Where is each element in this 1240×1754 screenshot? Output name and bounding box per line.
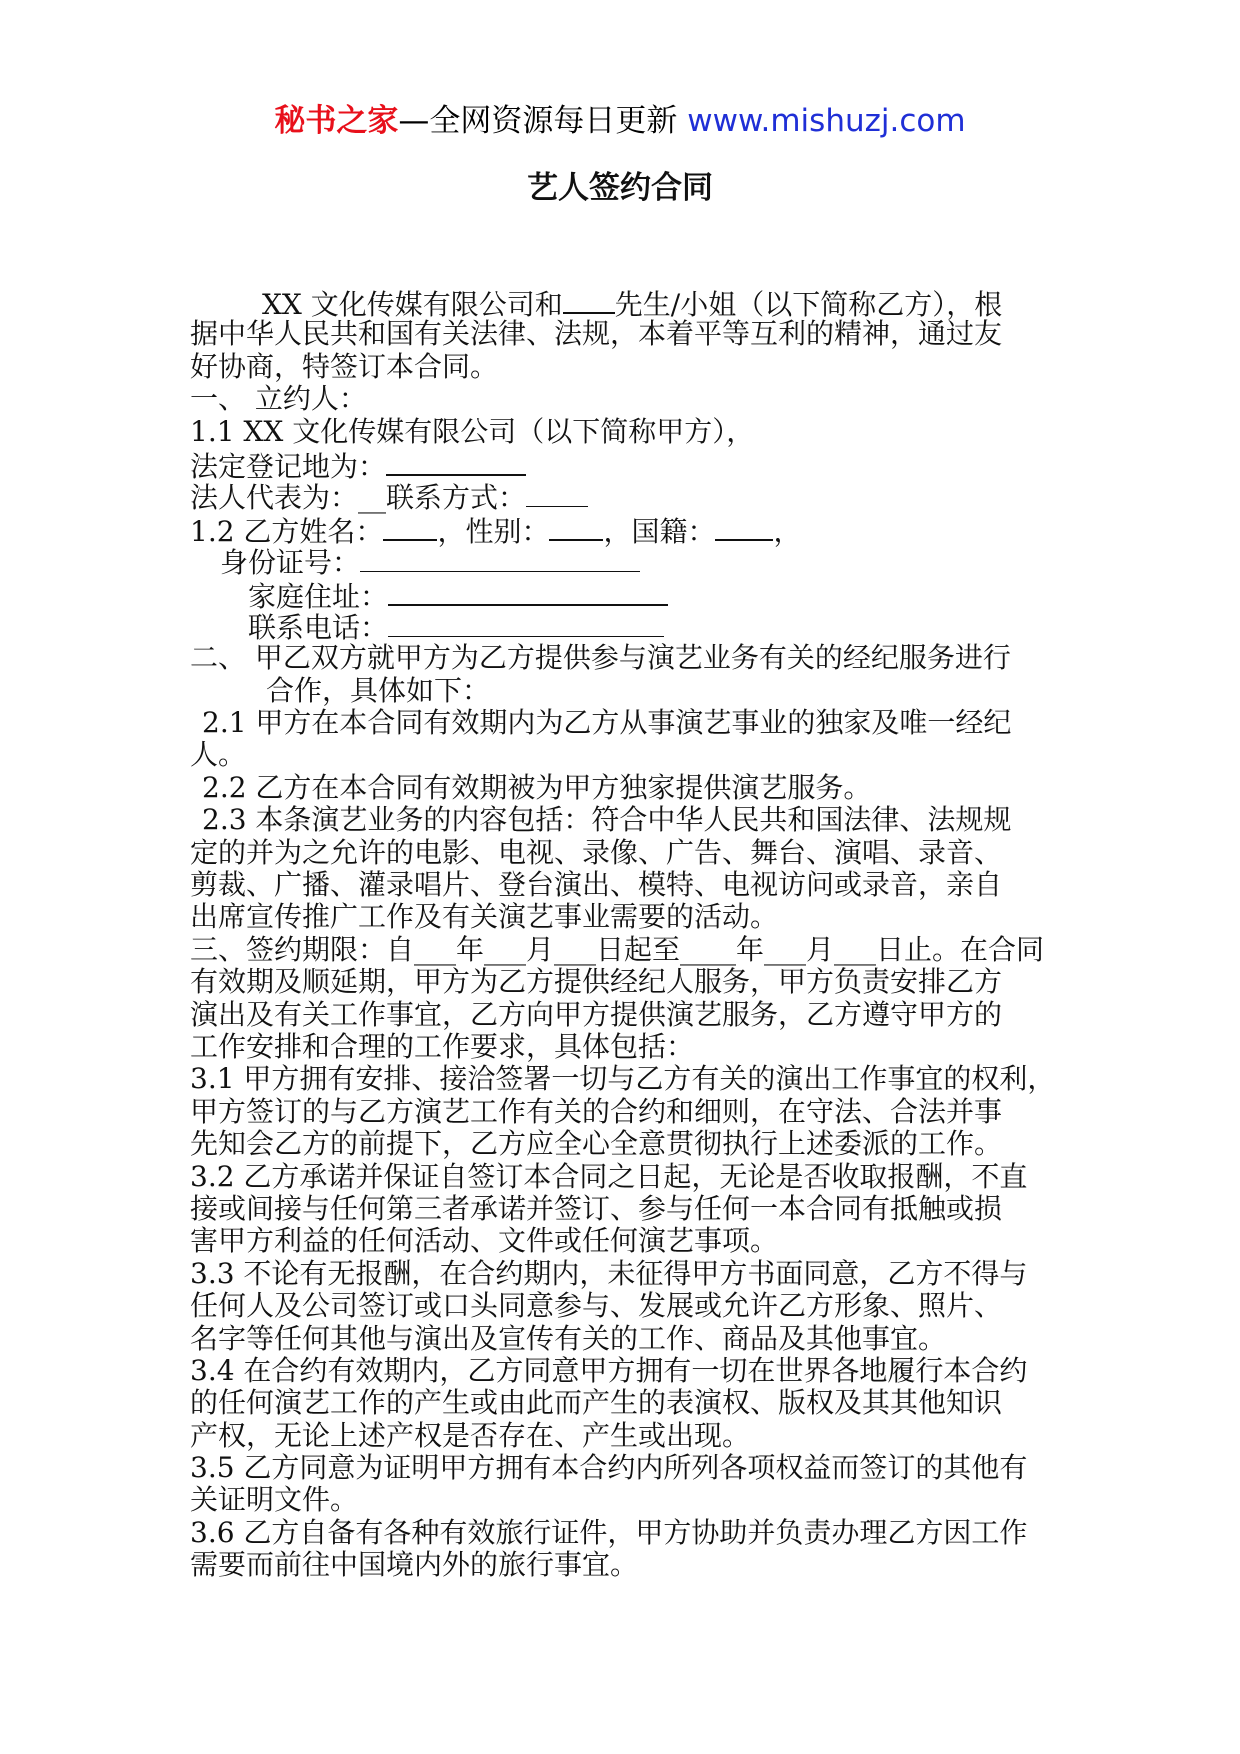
blank-line: [563, 286, 615, 314]
clause-line: 名字等任何其他与演出及宣传有关的工作、商品及其他事宜。: [190, 1321, 947, 1355]
clause-line: 法定登记地为：: [190, 448, 1060, 480]
clause-line: 产权，无论上述产权是否存在、产生或出现。: [190, 1418, 751, 1452]
clause-line: 1.1 XX 文化传媒有限公司（以下简称甲方），: [190, 414, 755, 448]
banner-brand: 秘书之家: [274, 103, 399, 139]
blank-line: [715, 513, 773, 541]
clause-line: 3.3 不论有无报酬，在合约期内，未征得甲方书面同意，乙方不得与: [190, 1256, 1028, 1290]
clause-line: 先知会乙方的前提下，乙方应全心全意贯彻执行上述委派的工作。: [190, 1127, 1003, 1161]
intro-line: 好协商，特签订本合同。: [190, 349, 499, 383]
blank-line: [388, 610, 664, 637]
banner-url: www.mishuzj.com: [687, 103, 966, 139]
blank-line: [386, 448, 526, 476]
clause-line: 关证明文件。: [190, 1483, 359, 1517]
clause-line: 接或间接与任何第三者承诺并签订、参与任何一本合同有抵触或损: [190, 1191, 1003, 1225]
clause-line: 演出及有关工作事宜，乙方向甲方提供演艺服务，乙方遵守甲方的: [190, 997, 1003, 1031]
clause-line: 有效期及顺延期，甲方为乙方提供经纪人服务，甲方负责安排乙方: [190, 965, 1003, 999]
blank-line: [549, 513, 603, 541]
clause-line: 家庭住址：: [190, 578, 1060, 610]
clause-line: 联系电话：: [190, 610, 1060, 642]
site-banner: [0, 101, 1240, 141]
clause-line: 3.6 乙方自备有各种有效旅行证件，甲方协助并负责办理乙方因工作: [190, 1515, 1028, 1549]
clause-line: 法人代表为：__联系方式：: [190, 480, 1060, 512]
intro-line: 据中华人民共和国有关法律、法规，本着平等互利的精神，通过友: [190, 317, 1003, 351]
clause-line: 2.3 本条演艺业务的内容包括：符合中华人民共和国法律、法规规: [202, 803, 1012, 837]
clause-line: 3.2 乙方承诺并保证自签订本合同之日起，无论是否收取报酬，不直: [190, 1159, 1028, 1193]
clause-line: 身份证号：: [190, 545, 1060, 577]
clause-line: 2.2 乙方在本合同有效期被为甲方独家提供演艺服务。: [202, 770, 872, 804]
section-heading: 合作，具体如下：: [266, 673, 491, 707]
clause-line: 3.4 在合约有效期内，乙方同意甲方拥有一切在世界各地履行本合约: [190, 1353, 1028, 1387]
document-title: 艺人签约合同: [527, 170, 713, 206]
blank-line: [388, 578, 668, 606]
section-heading: 三、签约期限：自___年___月___日起至____年___月___日止。在合同: [190, 932, 1045, 966]
clause-line: 3.5 乙方同意为证明甲方拥有本合约内所列各项权益而签订的其他有: [190, 1451, 1028, 1485]
clause-line: 出席宣传推广工作及有关演艺事业需要的活动。: [190, 900, 779, 934]
clause-line: 人。: [190, 738, 247, 772]
intro-line: XX 文化传媒有限公司和 先生/小姐（以下简称乙方），根: [262, 288, 1003, 321]
clause-line: 需要而前往中国境内外的旅行事宜。: [190, 1548, 639, 1582]
clause-line: 3.1 甲方拥有安排、接洽签署一切与乙方有关的演出工作事宜的权利，: [190, 1062, 1056, 1096]
blank-line: [526, 480, 588, 507]
blank-line: [360, 545, 640, 572]
clause-line: 工作安排和合理的工作要求，具体包括：: [190, 1029, 695, 1063]
clause-line: 任何人及公司签订或口头同意参与、发展或允许乙方形象、照片、: [190, 1289, 1003, 1323]
clause-line: 害甲方利益的任何活动、文件或任何演艺事项。: [190, 1224, 779, 1258]
section-heading: 一、 立约人：: [190, 382, 367, 416]
clause-line: 2.1 甲方在本合同有效期内为乙方从事演艺事业的独家及唯一经纪: [202, 706, 1012, 740]
blank-line: [383, 513, 437, 541]
section-heading: 二、 甲乙双方就甲方为乙方提供参与演艺业务有关的经纪服务进行: [190, 641, 1011, 675]
clause-line: 定的并为之允许的电影、电视、录像、广告、舞台、演唱、录音、: [190, 835, 1003, 869]
document-body: [190, 286, 1060, 1582]
banner-tagline: —全网资源每日更新: [398, 103, 688, 139]
clause-line: 的任何演艺工作的产生或由此而产生的表演权、版权及其其他知识: [190, 1386, 1003, 1420]
clause-line: 1.2 乙方姓名： ，性别： ，国籍： ，: [190, 514, 802, 548]
clause-line: 剪裁、广播、灌录唱片、登台演出、模特、电视访问或录音，亲自: [190, 868, 1003, 902]
clause-line: 甲方签订的与乙方演艺工作有关的合约和细则，在守法、合法并事: [190, 1094, 1003, 1128]
